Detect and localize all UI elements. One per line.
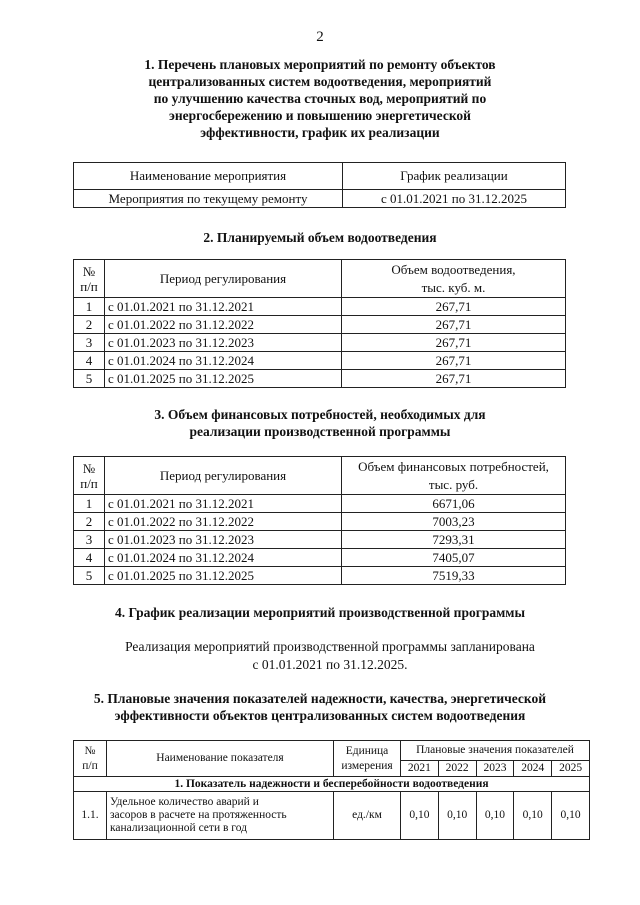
header-volume-line: Объем водоотведения, [391,261,516,277]
table-row [74,495,566,513]
header-activity-name: Наименование мероприятия [74,163,343,190]
header-unit-line: Единица [345,744,389,757]
header-num-line: п/п [82,759,98,772]
header-unit-line: измерения [341,759,393,772]
header-unit [334,741,401,777]
header-financial [342,457,566,495]
row-period: с 01.01.2024 по 31.12.2024 [105,352,342,370]
row-value: 7519,33 [342,567,566,585]
section-4-title: 4. График реализации мероприятий производственной программы [114,605,526,620]
header-financial-line: тыс. руб. [428,476,479,492]
section-1-title-line: энергосбережению и повышению энергетической [169,108,471,123]
section-1-title-line: эффективности, график их реализации [200,125,440,140]
group-title: 1. Показатель надежности и бесперебойности водоотведения [74,777,590,792]
row-num: 2 [74,316,105,334]
header-year: 2025 [552,761,590,777]
row-period: с 01.01.2025 по 31.12.2025 [105,370,342,388]
header-num [74,457,105,495]
table-row [74,316,566,334]
activities-table [73,162,566,208]
table-row [74,549,566,567]
section-1-title-line: по улучшению качества сточных вод, мероприятий по [153,91,487,106]
header-num [74,260,105,298]
header-indicator-name: Наименование показателя [107,741,334,777]
row-value: 267,71 [342,334,566,352]
section-1-title-line: централизованных систем водоотведения, мероприятий [148,74,492,89]
row-value: 267,71 [342,352,566,370]
row-num: 4 [74,352,105,370]
row-value: 7405,07 [342,549,566,567]
financial-needs-table [73,456,566,585]
row-value: 6671,06 [342,495,566,513]
header-num-line: № [82,263,96,279]
row-year-value: 0,10 [514,792,552,840]
row-period: с 01.01.2025 по 31.12.2025 [105,567,342,585]
section-3-title-line: реализации производственной программы [189,424,451,439]
header-period: Период регулирования [105,457,342,495]
header-num [74,741,107,777]
section-4-text-line: с 01.01.2021 по 31.12.2025. [252,657,408,672]
header-period: Период регулирования [105,260,342,298]
row-indicator-name-line: канализационной сети в год [110,822,247,834]
section-1-title-line: 1. Перечень плановых мероприятий по ремонту объектов [144,57,496,72]
row-indicator-name-line: Удельное количество аварий и [110,796,259,808]
header-year: 2023 [476,761,514,777]
row-period: с 01.01.2022 по 31.12.2022 [105,316,342,334]
header-num-line: № [82,460,96,476]
section-4-text [0,638,640,674]
row-num: 5 [74,370,105,388]
section-5-title-line: 5. Плановые значения показателей надежности, качества, энергетической [93,691,547,706]
row-num: 4 [74,549,105,567]
header-volume [342,260,566,298]
section-3-title-line: 3. Объем финансовых потребностей, необходимых для [154,407,486,422]
row-year-value: 0,10 [552,792,590,840]
section-2-title: 2. Планируемый объем водоотведения [203,230,437,245]
table-row [74,370,566,388]
row-indicator-name [107,792,334,840]
section-1-title [0,56,640,141]
row-value: 267,71 [342,298,566,316]
row-num: 1 [74,298,105,316]
header-planned-values: Плановые значения показателей [401,741,590,761]
header-schedule: График реализации [343,163,566,190]
header-financial-line: Объем финансовых потребностей, [358,458,549,474]
row-period: с 01.01.2023 по 31.12.2023 [105,334,342,352]
header-year: 2024 [514,761,552,777]
row-value: 267,71 [342,370,566,388]
table-row [74,513,566,531]
row-num: 2 [74,513,105,531]
row-period: с 01.01.2024 по 31.12.2024 [105,549,342,567]
wastewater-volume-table [73,259,566,388]
header-year: 2021 [401,761,439,777]
section-5-title-line: эффективности объектов централизованных систем водоотведения [114,708,526,723]
row-period: с 01.01.2021 по 31.12.2021 [105,495,342,513]
table-row [74,298,566,316]
row-year-value: 0,10 [476,792,514,840]
activity-schedule: с 01.01.2021 по 31.12.2025 [343,190,566,208]
row-num: 1 [74,495,105,513]
activity-name: Мероприятия по текущему ремонту [74,190,343,208]
row-indicator-name-line: засоров в расчете на протяженность [110,809,287,821]
section-3-title [0,406,640,440]
table-row [74,352,566,370]
header-num-line: п/п [80,278,98,294]
header-num-line: п/п [80,475,98,491]
row-num: 3 [74,531,105,549]
header-num-line: № [84,744,96,757]
row-value: 7293,31 [342,531,566,549]
row-value: 7003,23 [342,513,566,531]
row-period: с 01.01.2022 по 31.12.2022 [105,513,342,531]
row-num: 1.1. [74,792,107,840]
row-value: 267,71 [342,316,566,334]
table-row [74,531,566,549]
table-row [74,190,566,208]
header-year: 2022 [438,761,476,777]
indicators-table [73,740,590,840]
row-num: 5 [74,567,105,585]
header-volume-line: тыс. куб. м. [421,279,486,295]
page-number: 2 [316,29,324,45]
section-5-title [0,690,640,724]
table-row [74,792,590,840]
section-4-text-line: Реализация мероприятий производственной программы запланирована [125,639,535,654]
row-year-value: 0,10 [401,792,439,840]
row-num: 3 [74,334,105,352]
row-unit: ед./км [334,792,401,840]
row-period: с 01.01.2021 по 31.12.2021 [105,298,342,316]
table-row [74,334,566,352]
table-row [74,567,566,585]
row-year-value: 0,10 [438,792,476,840]
row-period: с 01.01.2023 по 31.12.2023 [105,531,342,549]
